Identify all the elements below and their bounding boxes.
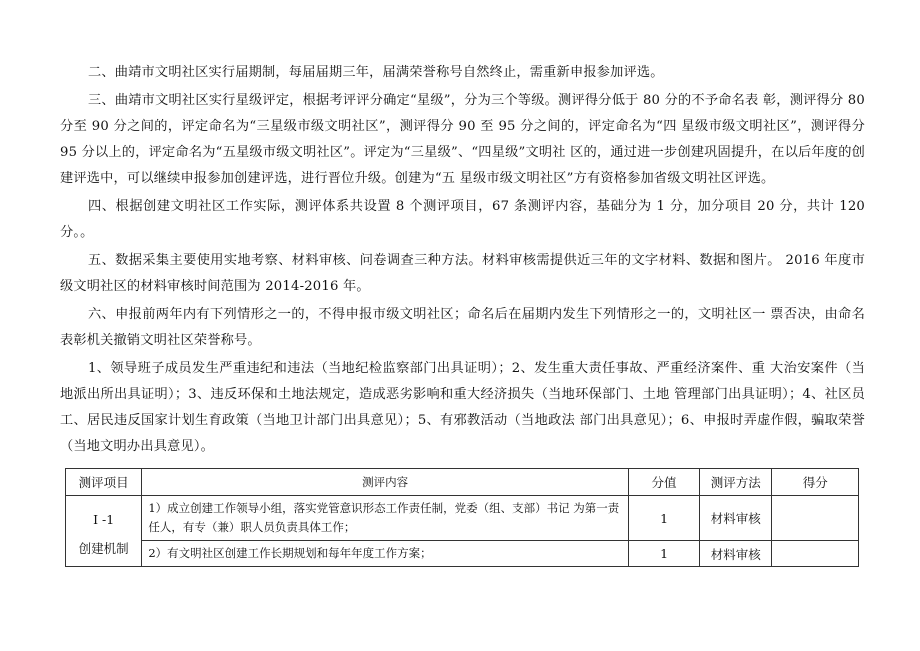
table-header-row	[66, 469, 859, 496]
content-cell: 1）成立创建工作领导小组，落实党管意识形态工作责任制，党委（组、支部）书记 为第一责任人，有专（兼）职人员负责具体工作；	[142, 496, 629, 541]
score-cell: 1	[628, 496, 699, 541]
obtained-cell	[772, 541, 859, 567]
paragraph-star-rating: 三、曲靖市文明社区实行星级评定，根据考评评分确定“星级”，分为三个等级。测评得分低于 80 分的不予命名表 彰，测评得分 80 分至 90 分之间的，评定命名为“三星级市级文明社区”，测评得分 90 至 95 分之间的，评定命名为“四 星级市级文明社区”，测评得分 95 分以上的，评定命名为“五星级市级文明社区”。评定为“三星级”、“四星级”文明社 区的，通过进一步创建巩固提升，在以后年度的创建评选中，可以继续申报参加创建评选，进行晋位升级。创建为“五 星级市级文明社区”方有资格参加省级文明社区评选。	[60, 93, 865, 186]
paragraph-veto-rule: 六、申报前两年内有下列情形之一的，不得申报市级文明社区；命名后在届期内发生下列情形之一的，文明社区一 票否决，由命名表彰机关撤销文明社区荣誉称号。	[60, 307, 865, 348]
method-cell: 材料审核	[700, 541, 772, 567]
item-cell	[66, 496, 142, 567]
score-cell: 1	[628, 541, 699, 567]
header-obtained: 得分	[772, 469, 859, 496]
evaluation-table	[65, 468, 859, 567]
item-code: Ⅰ -1	[93, 511, 115, 527]
paragraph-term: 二、曲靖市文明社区实行届期制，每届届期三年，届满荣誉称号自然终止，需重新申报参加评选。	[88, 65, 664, 80]
header-item: 测评项目	[66, 469, 142, 496]
obtained-cell	[772, 496, 859, 541]
item-name: 创建机制	[78, 540, 129, 556]
header-content: 测评内容	[142, 469, 629, 496]
method-cell: 材料审核	[700, 496, 772, 541]
paragraph-data-collection: 五、数据采集主要使用实地考察、材料审核、问卷调查三种方法。材料审核需提供近三年的文字材料、数据和图片。 2016 年度市级文明社区的材料审核时间范围为 2014-2016 年。	[60, 253, 865, 294]
table-row	[66, 541, 859, 567]
header-score: 分值	[628, 469, 699, 496]
paragraph-scoring-system: 四、根据创建文明社区工作实际，测评体系共设置 8 个测评项目，67 条测评内容，基础分为 1 分，加分项目 20 分，共计 120 分。。	[60, 199, 865, 240]
content-cell: 2）有文明社区创建工作长期规划和每年年度工作方案；	[142, 541, 629, 567]
table-row	[66, 496, 859, 541]
header-method: 测评方法	[700, 469, 772, 496]
paragraph-veto-conditions: 1、领导班子成员发生严重违纪和违法（当地纪检监察部门出具证明）；2、发生重大责任事故、严重经济案件、重 大治安案件（当地派出所出具证明）；3、违反环保和土地法规定，造成恶劣影响和重大经济损失（当地环保部门、土地 管理部门出具证明）；4、社区员工、居民违反国家计划生育政策（当地卫计部门出具意见）；5、有邪教活动（当地政法 部门出具意见）；6、申报时弄虚作假，骗取荣誉（当地文明办出具意见）。	[60, 361, 865, 454]
document-body	[60, 60, 865, 470]
